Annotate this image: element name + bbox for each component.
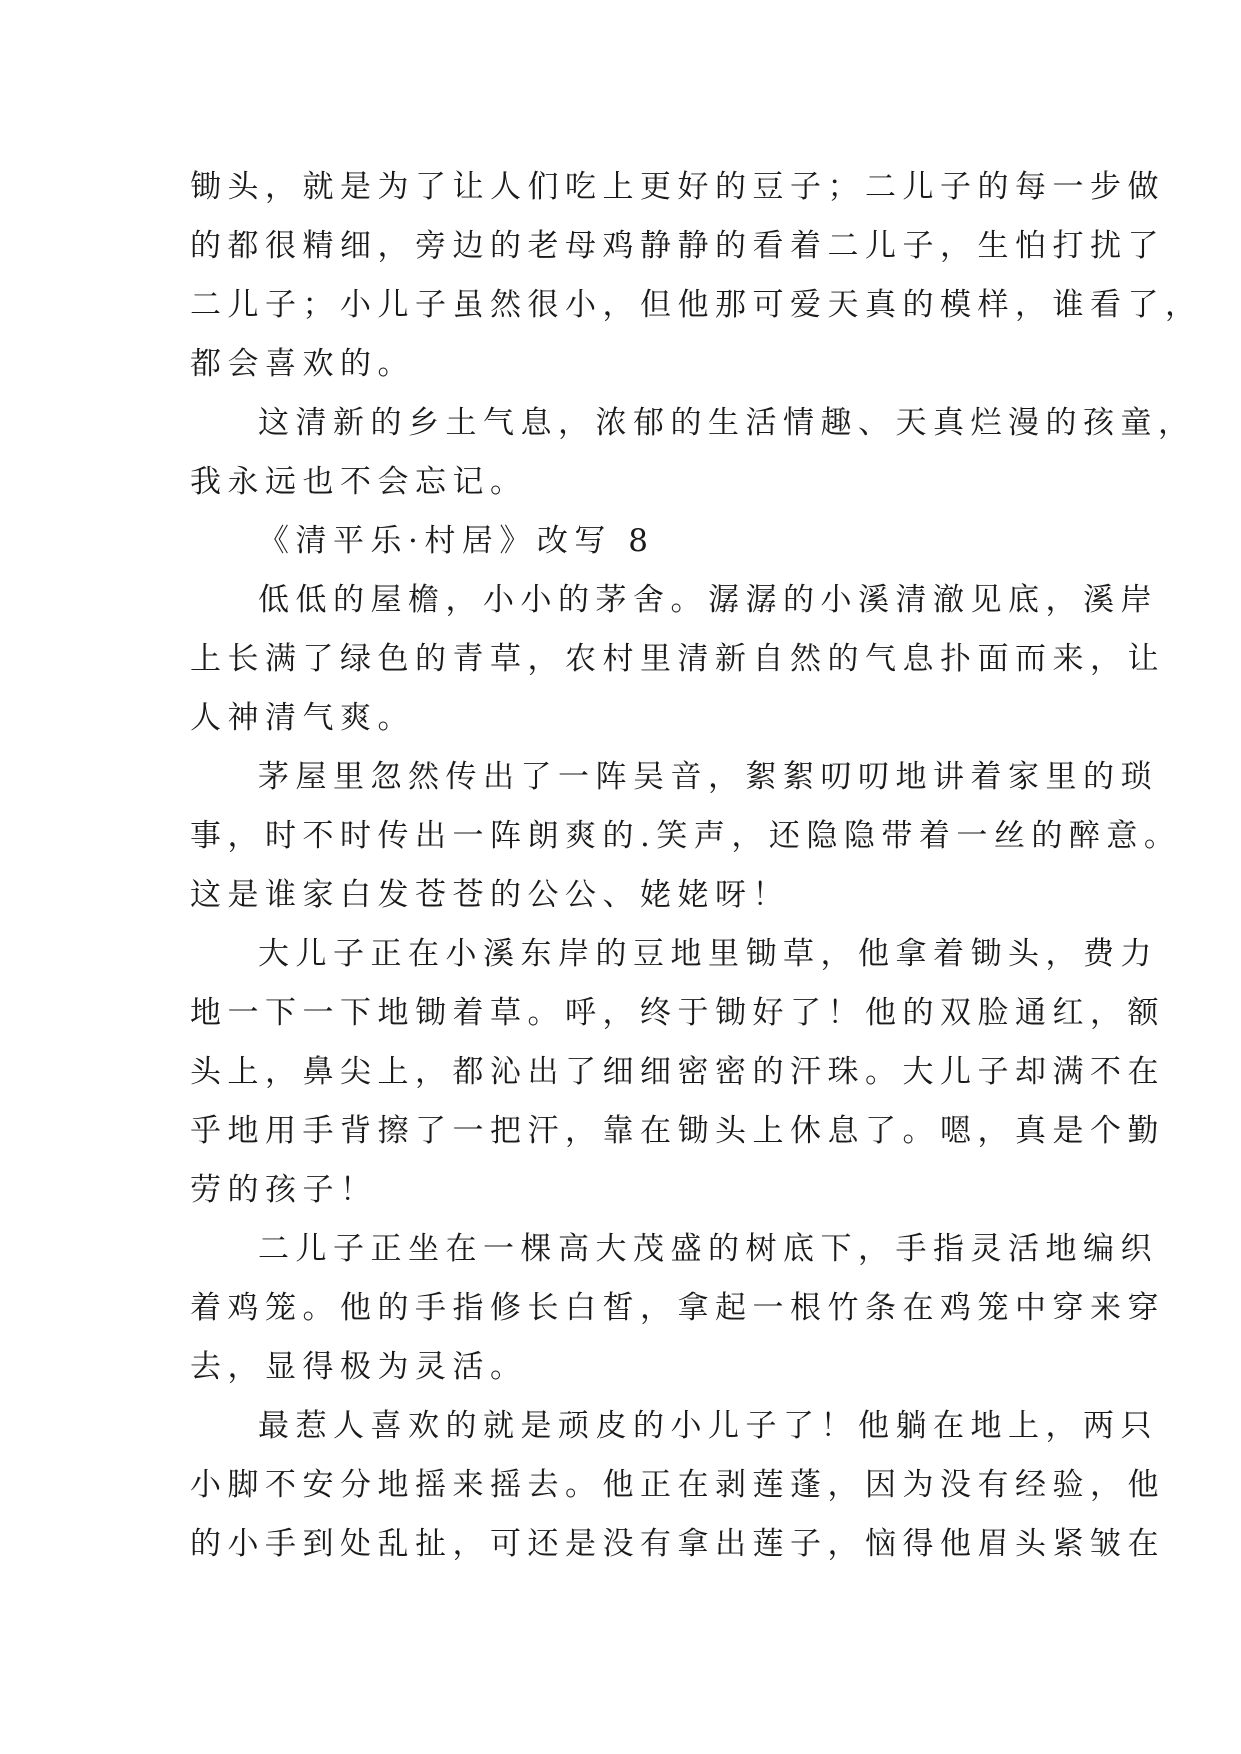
text-line: 最惹人喜欢的就是顽皮的小儿子了！他躺在地上，两只 — [258, 1408, 1158, 1444]
text-line: 锄头，就是为了让人们吃上更好的豆子；二儿子的每一步做 — [190, 169, 1165, 205]
text-line: 着鸡笼。他的手指修长白皙，拿起一根竹条在鸡笼中穿来穿 — [190, 1290, 1165, 1326]
text-line: 小脚不安分地摇来摇去。他正在剥莲蓬，因为没有经验，他 — [190, 1467, 1165, 1503]
text-line: 大儿子正在小溪东岸的豆地里锄草，他拿着锄头，费力 — [258, 936, 1158, 972]
text-line: 地一下一下地锄着草。呼，终于锄好了！他的双脸通红，额 — [190, 995, 1165, 1031]
text-line: 这是谁家白发苍苍的公公、姥姥呀！ — [190, 877, 790, 913]
text-line: 劳的孩子！ — [190, 1172, 378, 1208]
text-line: 的小手到处乱扯，可还是没有拿出莲子，恼得他眉头紧皱在 — [190, 1526, 1165, 1562]
text-line: 低低的屋檐，小小的茅舍。潺潺的小溪清澈见底，溪岸 — [258, 582, 1158, 618]
text-line: 的都很精细，旁边的老母鸡静静的看着二儿子，生怕打扰了 — [190, 228, 1165, 264]
section-heading: 《清平乐·村居》改写 8 — [258, 523, 655, 559]
text-line: 二儿子；小儿子虽然很小，但他那可爱天真的模样，谁看了， — [190, 287, 1203, 323]
text-line: 二儿子正坐在一棵高大茂盛的树底下，手指灵活地编织 — [258, 1231, 1158, 1267]
text-line: 茅屋里忽然传出了一阵吴音，絮絮叨叨地讲着家里的琐 — [258, 759, 1158, 795]
text-line: 人神清气爽。 — [190, 700, 415, 736]
text-line: 我永远也不会忘记。 — [190, 464, 528, 500]
text-line: 这清新的乡土气息，浓郁的生活情趣、天真烂漫的孩童， — [258, 405, 1196, 441]
text-line: 都会喜欢的。 — [190, 346, 415, 382]
text-line: 事，时不时传出一阵朗爽的.笑声，还隐隐带着一丝的醉意。 — [190, 818, 1182, 854]
text-line: 去，显得极为灵活。 — [190, 1349, 528, 1385]
text-line: 头上，鼻尖上，都沁出了细细密密的汗珠。大儿子却满不在 — [190, 1054, 1165, 1090]
text-line: 乎地用手背擦了一把汗，靠在锄头上休息了。嗯，真是个勤 — [190, 1113, 1165, 1149]
text-line: 上长满了绿色的青草，农村里清新自然的气息扑面而来，让 — [190, 641, 1165, 677]
body-text — [190, 158, 1203, 1574]
